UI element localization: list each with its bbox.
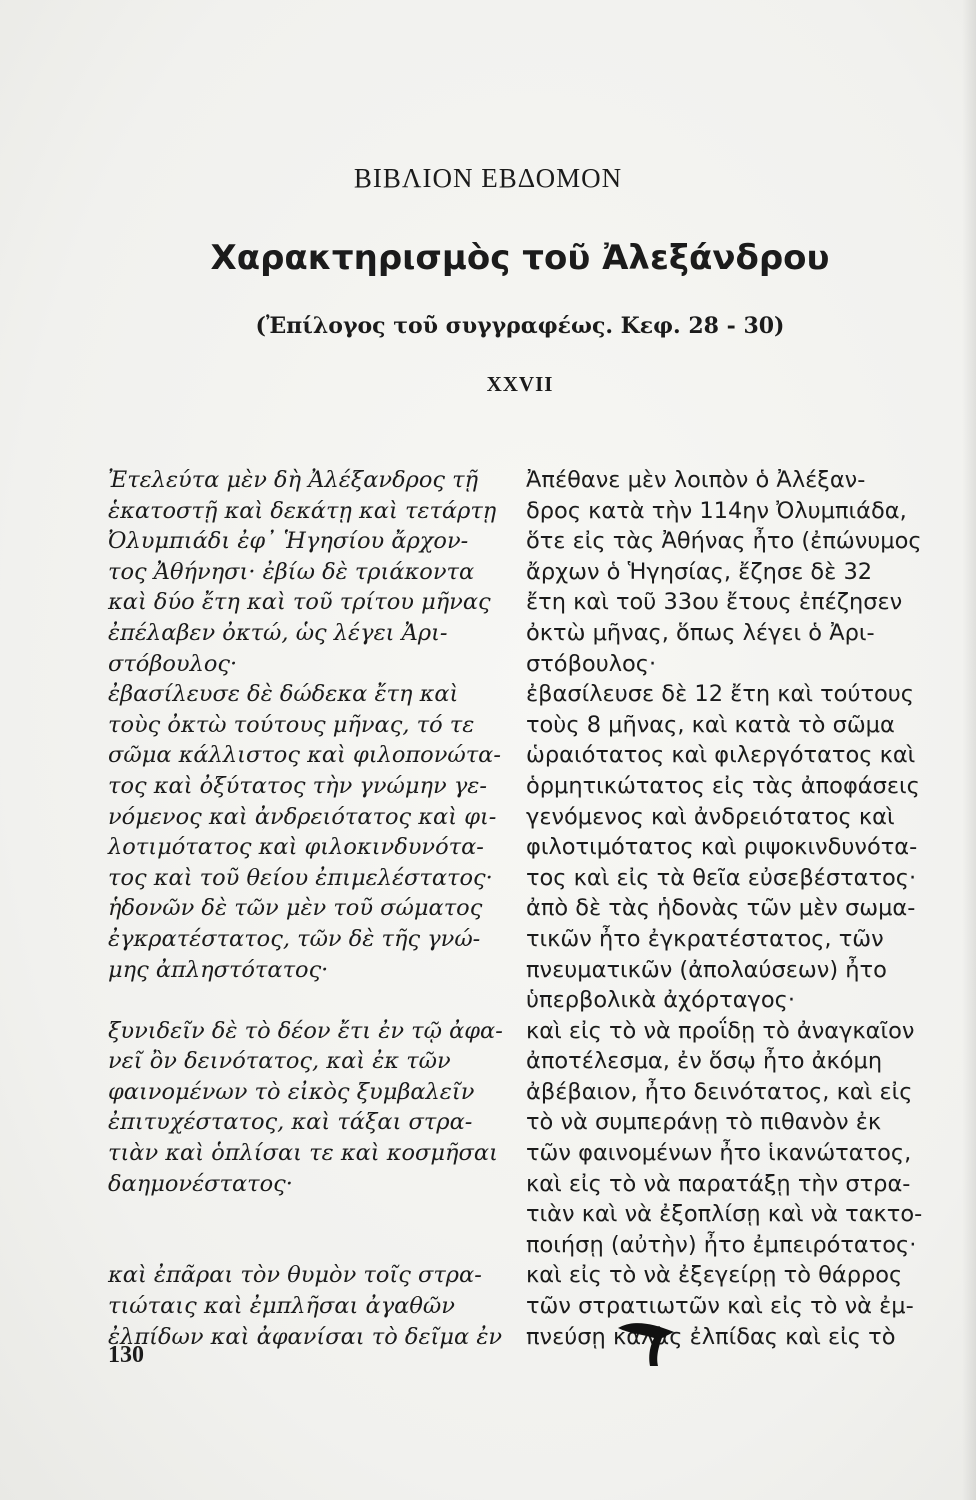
text-line: ἀπὸ δὲ τὰς ἡδονὰς τῶν μὲν σωμα- [526, 895, 916, 922]
paragraph-gap [108, 1199, 498, 1260]
text-line: φιλοτιμότατος καὶ ριψοκινδυνότα- [526, 834, 918, 861]
text-line: πνευματικῶν (ἀπολαύσεων) ἦτο [526, 956, 887, 983]
text-line: ὑπερβολικὰ ἀχόρταγος· [526, 987, 796, 1014]
text-line: ποιήσῃ (αὐτὴν) ἦτο ἐμπειρότατος· [526, 1231, 917, 1258]
page-edge-shadow [962, 0, 976, 1500]
text-line: τοὺς ὀκτὼ τούτους μῆνας, τό τε [108, 711, 475, 738]
original-text-column [108, 465, 503, 1352]
chapter-subtitle: (Ἐπίλογος τοῦ συγγραφέως. Κεφ. 28 - 30) [255, 313, 785, 339]
text-line: πνεύσῃ καλὰς ἐλπίδας καὶ εἰς τὸ [526, 1323, 896, 1350]
text-line: σῶμα κάλλιστος καὶ φιλοπονώτα- [108, 742, 501, 769]
text-line: τιὰν καὶ ὁπλίσαι τε καὶ κοσμῆσαι [108, 1140, 498, 1167]
text-line: τιὰν καὶ νὰ ἐξοπλίσῃ καὶ νὰ τακτο- [526, 1201, 923, 1228]
text-line: καὶ ἐπᾶραι τὸν θυμὸν τοῖς στρα- [108, 1262, 482, 1289]
text-line: ἐγκρατέστατος, τῶν δὲ τῆς γνώ- [108, 925, 481, 952]
text-line: τος καὶ τοῦ θείου ἐπιμελέστατος· [108, 864, 493, 891]
text-line: τος Ἀθήνησι· ἐβίω δὲ τριάκοντα [108, 558, 475, 585]
text-line: δαημονέστατος· [108, 1170, 293, 1197]
text-line: νόμενος καὶ ἀνδρειότατος καὶ φι- [108, 803, 497, 830]
text-line: στόβουλος· [108, 650, 238, 677]
text-line: καὶ εἰς τὸ νὰ προΐδῃ τὸ ἀναγκαῖον [526, 1017, 915, 1044]
text-line: λοτιμότατος καὶ φιλοκινδυνότα- [108, 834, 484, 861]
text-line: ἄρχων ὁ Ἡγησίας, ἔζησε δὲ 32 [526, 558, 873, 585]
text-line: φαινομένων τὸ εἰκὸς ξυμβαλεῖν [108, 1078, 475, 1105]
text-line: ἐπιτυχέστατος, καὶ τάξαι στρα- [108, 1109, 473, 1136]
text-line: τῶν φαινομένων ἦτο ἱκανώτατος, [526, 1140, 912, 1167]
text-line: καὶ εἰς τὸ νὰ παρατάξῃ τὴν στρα- [526, 1170, 911, 1197]
text-line: τοὺς 8 μῆνας, καὶ κατὰ τὸ σῶμα [526, 711, 895, 738]
text-line: ἐβασίλευσε δὲ 12 ἔτη καὶ τούτους [526, 681, 915, 708]
page-number: 130 [108, 1342, 144, 1368]
text-line: καὶ εἰς τὸ νὰ ἐξεγείρῃ τὸ θάρρος [526, 1262, 903, 1289]
text-line: γενόμενος καὶ ἀνδρειότατος καὶ [526, 803, 895, 830]
section-number: XXVII [486, 372, 554, 396]
text-line: Ὀλυμπιάδι ἐφ᾽ Ἡγησίου ἄρχον- [108, 528, 469, 555]
text-line: ἐλπίδων καὶ ἀφανίσαι τὸ δεῖμα ἐν [108, 1323, 503, 1350]
text-line: μης ἀπληστότατος· [108, 956, 329, 983]
book-title: ΒΙΒΛΙΟΝ ΕΒΔΟΜΟΝ [353, 163, 623, 193]
text-line: δρος κατὰ τὴν 114ην Ὀλυμπιάδα, [526, 497, 907, 524]
chapter-title: Χαρακτηρισμὸς τοῦ Ἀλεξάνδρου [210, 238, 830, 278]
text-line: τος καὶ εἰς τὰ θεῖα εὐσεβέστατος· [526, 864, 917, 891]
text-line: ἀβέβαιον, ἦτο δεινότατος, καὶ εἰς [526, 1078, 913, 1105]
text-line: ἀποτέλεσμα, ἐν ὅσῳ ἦτο ἀκόμη [526, 1048, 883, 1075]
text-line: ξυνιδεῖν δὲ τὸ δέον ἔτι ἐν τῷ ἀφα- [108, 1017, 503, 1044]
text-line: ἐβασίλευσε δὲ δώδεκα ἔτη καὶ [108, 681, 459, 708]
text-line: τῶν στρατιωτῶν καὶ εἰς τὸ νὰ ἐμ- [526, 1293, 914, 1320]
text-line: καὶ δύο ἔτη καὶ τοῦ τρίτου μῆνας [108, 589, 491, 616]
text-line: ὀκτὼ μῆνας, ὅπως λέγει ὁ Ἀρι- [526, 619, 875, 646]
paragraph-gap [108, 985, 498, 1016]
text-line: ὁρμητικώτατος εἰς τὰς ἀποφάσεις [526, 772, 920, 799]
text-line: Ἀπέθανε μὲν λοιπὸν ὁ Ἀλέξαν- [526, 467, 866, 493]
text-line: τος καὶ ὀξύτατος τὴν γνώμην γε- [108, 772, 487, 799]
text-line: ὅτε εἰς τὰς Ἀθήνας ἦτο (ἐπώνυμος [526, 528, 922, 555]
text-line: ἐπέλαβεν ὀκτώ, ὡς λέγει Ἀρι- [108, 619, 448, 646]
text-line: στόβουλος· [526, 650, 657, 677]
text-line: τιώταις καὶ ἐμπλῆσαι ἀγαθῶν [108, 1293, 455, 1320]
text-line: ἑκατοστῇ καὶ δεκάτῃ καὶ τετάρτῃ [108, 497, 497, 524]
text-line: ἔτη καὶ τοῦ 33ου ἔτους ἐπέζησεν [526, 589, 903, 616]
text-line: ὡραιότατος καὶ φιλεργότατος καὶ [526, 742, 916, 769]
ink-mark-icon [614, 1318, 684, 1368]
text-line: τικῶν ἦτο ἐγκρατέστατος, τῶν [526, 925, 884, 952]
translation-text-column [526, 465, 956, 1352]
text-line: ἡδονῶν δὲ τῶν μὲν τοῦ σώματος [108, 895, 483, 922]
text-line: τὸ νὰ συμπεράνῃ τὸ πιθανὸν ἐκ [526, 1109, 882, 1136]
text-line: Ἐτελεύτα μὲν δὴ Ἀλέξανδρος τῇ [108, 467, 479, 493]
text-line: νεῖ ὂν δεινότατος, καὶ ἐκ τῶν [108, 1048, 451, 1075]
